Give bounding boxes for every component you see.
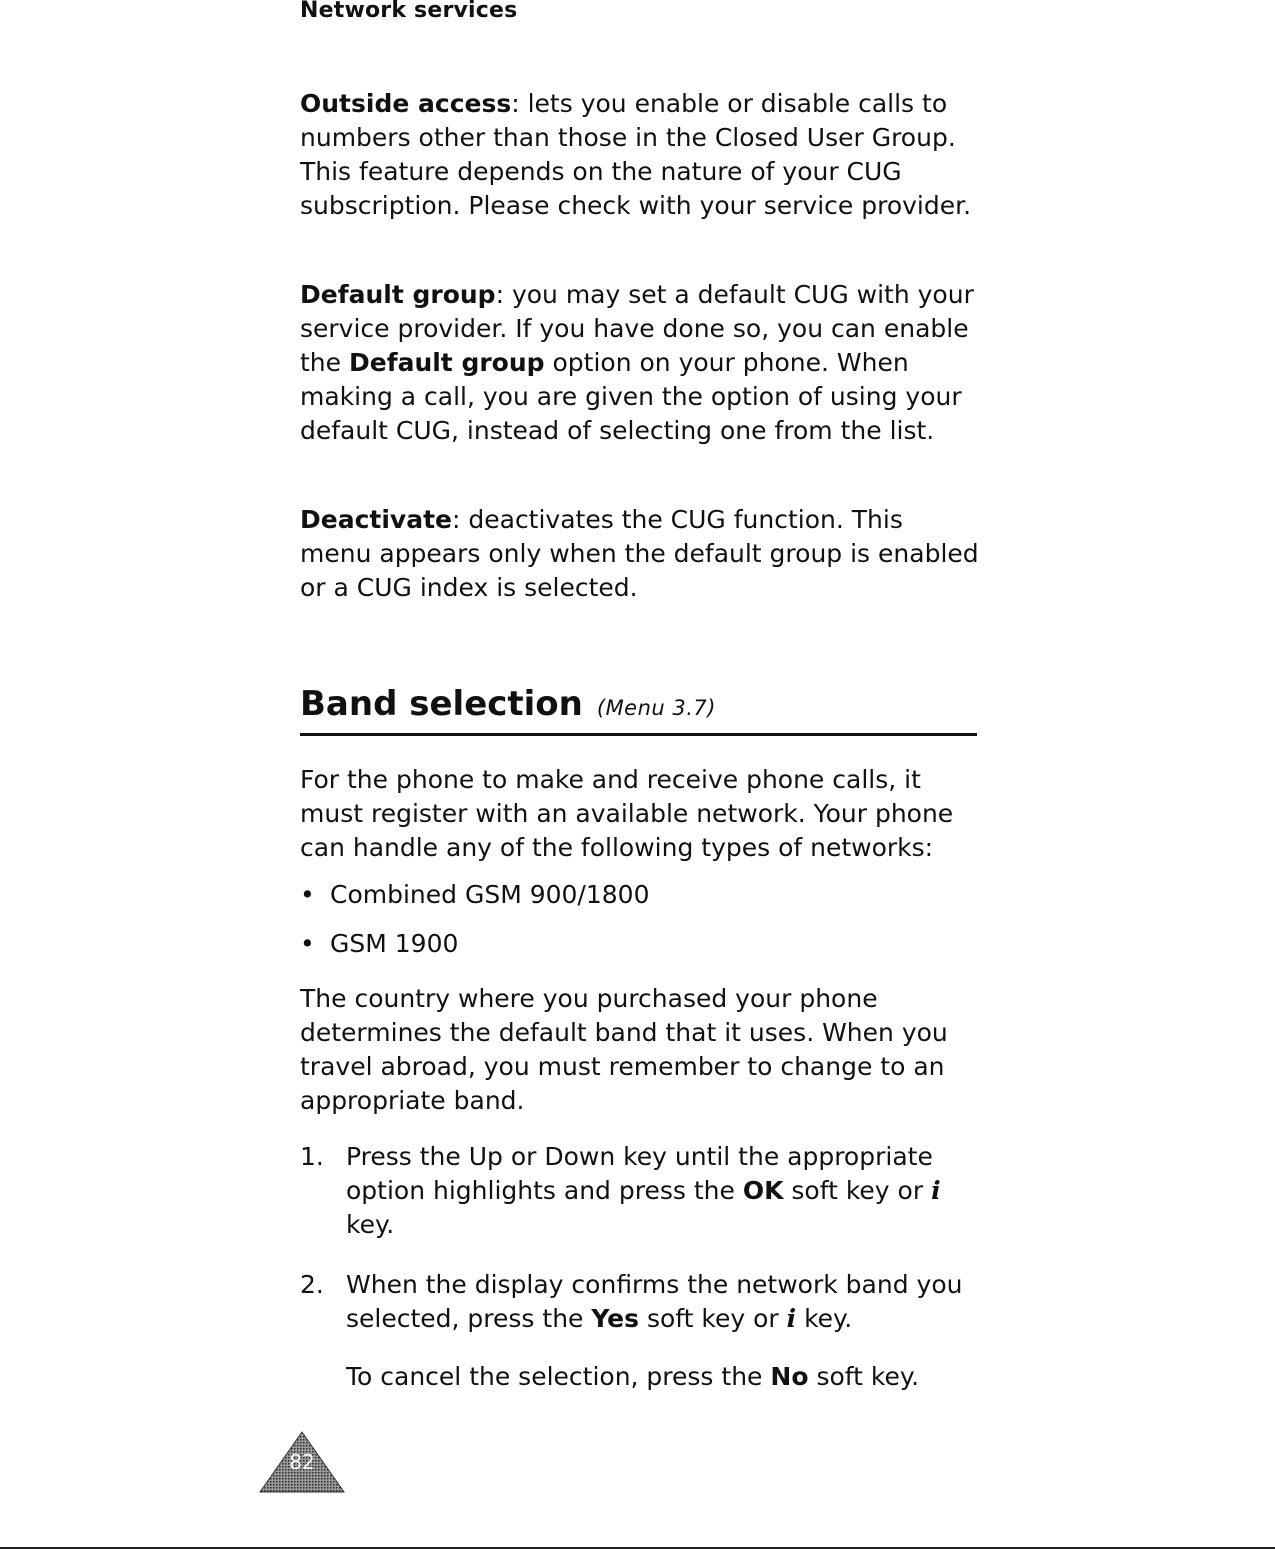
step-text xyxy=(346,1268,986,1336)
section-title xyxy=(300,682,716,730)
step-text-part: key. xyxy=(796,1304,853,1333)
section-rule xyxy=(300,733,977,736)
cancel-text-part: To cancel the selection, press the xyxy=(346,1362,771,1391)
outside-access-text: : lets you enable or disable calls to numbers other than those in the Closed User Group. This feature depends on the nature of your CUG subscription. Please check with your service provider. xyxy=(300,89,972,220)
list-item xyxy=(300,878,649,912)
step-text-part: soft key or xyxy=(639,1304,787,1333)
step-text-part: Press the Up or Down key until the appropriate option highlights and press the xyxy=(346,1142,933,1205)
section-menu-ref: (Menu 3.7) xyxy=(596,696,716,720)
step-text-part: key. xyxy=(346,1210,395,1239)
deactivate-paragraph xyxy=(300,503,980,605)
no-key-label: No xyxy=(770,1362,809,1391)
step-text-part: soft key or xyxy=(783,1176,932,1205)
band-intro-paragraph: For the phone to make and receive phone calls, it must register with an available network. Your phone can handle any of the following types of networks: xyxy=(300,765,954,862)
default-group-text-1: : you may set a default CUG with your service provider. If you have done so, you can enable the xyxy=(300,280,974,377)
deactivate-text: : deactivates the CUG function. This menu appears only when the default group is enabled or a CUG index is selected. xyxy=(300,505,979,602)
bullet-dot: • xyxy=(300,880,315,909)
step-text xyxy=(346,1140,986,1242)
country-note-paragraph: The country where you purchased your phone determines the default band that it uses. When you travel abroad, you must remember to change to an appropriate band. xyxy=(300,984,948,1115)
bullet-dot: • xyxy=(300,929,315,958)
cancel-text-part: soft key. xyxy=(808,1362,920,1391)
yes-key-label: Yes xyxy=(591,1304,640,1333)
bullet-text: GSM 1900 xyxy=(330,929,459,958)
page-number: 82 xyxy=(289,1450,315,1474)
step-number: 1. xyxy=(300,1142,324,1171)
step-number: 2. xyxy=(300,1270,324,1299)
info-key-icon: i xyxy=(786,1304,797,1333)
list-item xyxy=(300,927,458,961)
section-title-text: Band selection xyxy=(300,684,583,724)
outside-access-paragraph xyxy=(300,87,980,223)
default-group-term-inline: Default group xyxy=(348,348,545,377)
cancel-note xyxy=(346,1360,986,1394)
outside-access-term: Outside access xyxy=(300,89,512,118)
running-head: Network services xyxy=(300,0,518,23)
step-text-part: When the display confirms the network band you selected, press the xyxy=(346,1270,963,1333)
bullet-text: Combined GSM 900/1800 xyxy=(330,880,650,909)
default-group-text-2: option on your phone. When making a call, you are given the option of using your default CUG, instead of selecting one from the list. xyxy=(300,348,962,445)
ok-key-label: OK xyxy=(742,1176,784,1205)
deactivate-term: Deactivate xyxy=(300,505,452,534)
info-key-icon: i xyxy=(931,1176,941,1205)
default-group-term: Default group xyxy=(300,280,496,309)
default-group-paragraph xyxy=(300,278,980,448)
